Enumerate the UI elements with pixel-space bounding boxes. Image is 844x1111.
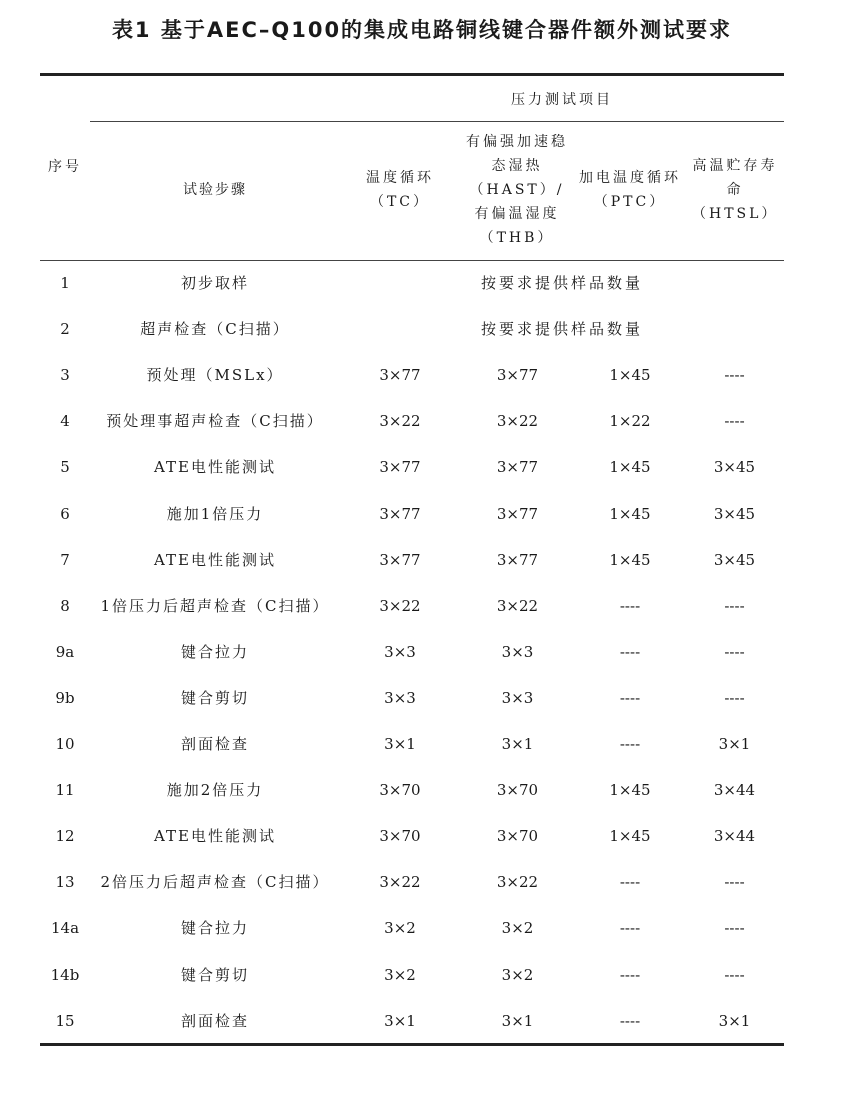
- cell-hast: 3×1: [501, 1012, 534, 1030]
- row-number: 11: [55, 781, 75, 799]
- row-step: ATE电性能测试: [154, 551, 276, 569]
- row-number: 3: [60, 366, 70, 384]
- row-step: 施加1倍压力: [166, 505, 264, 523]
- row-step: ATE电性能测试: [154, 827, 276, 845]
- cell-ptc: 1×45: [609, 366, 651, 384]
- header-group: 压力测试项目: [511, 92, 613, 108]
- row-step: 施加2倍压力: [166, 781, 264, 799]
- cell-ptc: 1×45: [609, 551, 651, 569]
- row-step: 剖面检查: [180, 735, 249, 753]
- row-number: 8: [60, 597, 70, 615]
- row-span-note: 按要求提供样品数量: [480, 274, 643, 292]
- cell-hast: 3×1: [501, 735, 534, 753]
- cell-ptc: 1×45: [609, 827, 651, 845]
- row-number: 7: [60, 551, 70, 569]
- row-number: 1: [60, 274, 70, 292]
- cell-tc: 3×1: [384, 1012, 416, 1030]
- row-step: 2倍压力后超声检查（C扫描）: [100, 873, 330, 891]
- row-step: 键合剪切: [180, 689, 249, 707]
- top-rule: [40, 73, 784, 76]
- cell-hast: 3×2: [501, 966, 534, 984]
- cell-ptc: ----: [619, 597, 641, 615]
- cell-htsl: ----: [724, 966, 745, 984]
- cell-tc: 3×2: [384, 966, 416, 984]
- bottom-rule: [40, 1043, 784, 1046]
- cell-ptc: ----: [619, 966, 641, 984]
- table-title: 表1 基于AEC–Q100的集成电路铜线键合器件额外测试要求: [111, 18, 733, 42]
- cell-tc: 3×3: [384, 643, 416, 661]
- group-rule: [90, 121, 784, 122]
- header-no: 序号: [48, 159, 82, 175]
- cell-tc: 3×2: [384, 919, 416, 937]
- cell-ptc: ----: [619, 919, 641, 937]
- cell-htsl: 3×45: [713, 551, 756, 569]
- cell-htsl: 3×44: [713, 827, 756, 845]
- cell-hast: 3×3: [501, 643, 534, 661]
- cell-tc: 3×22: [379, 597, 421, 615]
- header-rule: [40, 260, 784, 261]
- cell-ptc: ----: [619, 689, 641, 707]
- cell-hast: 3×70: [496, 827, 539, 845]
- cell-tc: 3×77: [379, 551, 421, 569]
- cell-ptc: 1×45: [609, 505, 651, 523]
- cell-tc: 3×77: [379, 458, 421, 476]
- header-htsl: 高温贮存寿命（HTSL）: [692, 158, 779, 222]
- row-number: 2: [60, 320, 70, 338]
- row-step: ATE电性能测试: [154, 458, 276, 476]
- cell-htsl: 3×45: [713, 458, 756, 476]
- cell-htsl: 3×45: [713, 505, 756, 523]
- row-step: 初步取样: [180, 274, 249, 292]
- cell-htsl: ----: [724, 643, 745, 661]
- row-number: 13: [55, 873, 75, 891]
- row-step: 预处理（MSLx）: [146, 366, 284, 384]
- cell-tc: 3×70: [379, 827, 421, 845]
- cell-hast: 3×22: [496, 412, 539, 430]
- row-number: 15: [55, 1012, 75, 1030]
- row-step: 键合拉力: [180, 643, 249, 661]
- cell-ptc: ----: [619, 873, 641, 891]
- cell-htsl: ----: [724, 689, 745, 707]
- row-number: 14b: [50, 966, 80, 984]
- cell-hast: 3×3: [501, 689, 534, 707]
- row-number: 4: [60, 412, 70, 430]
- cell-htsl: ----: [724, 919, 745, 937]
- cell-tc: 3×3: [384, 689, 416, 707]
- cell-htsl: 3×1: [718, 1012, 751, 1030]
- row-step: 剖面检查: [180, 1012, 249, 1030]
- cell-htsl: ----: [724, 597, 745, 615]
- cell-tc: 3×22: [379, 412, 421, 430]
- cell-htsl: 3×44: [713, 781, 756, 799]
- row-step: 超声检查（C扫描）: [140, 320, 290, 338]
- row-number: 14a: [50, 919, 80, 937]
- cell-hast: 3×77: [496, 505, 539, 523]
- header-tc: 温度循环（TC）: [366, 170, 434, 210]
- row-number: 6: [60, 505, 70, 523]
- cell-ptc: 1×45: [609, 781, 651, 799]
- header-ptc: 加电温度循环（PTC）: [579, 170, 681, 210]
- row-number: 9b: [55, 689, 75, 707]
- cell-hast: 3×22: [496, 597, 539, 615]
- cell-ptc: 1×22: [609, 412, 651, 430]
- header-step: 试验步骤: [183, 182, 247, 198]
- cell-tc: 3×70: [379, 781, 421, 799]
- row-step: 预处理事超声检查（C扫描）: [106, 412, 324, 430]
- cell-ptc: 1×45: [609, 458, 651, 476]
- cell-hast: 3×70: [496, 781, 539, 799]
- cell-hast: 3×2: [501, 919, 534, 937]
- cell-htsl: ----: [724, 366, 745, 384]
- cell-tc: 3×22: [379, 873, 421, 891]
- cell-ptc: ----: [619, 643, 641, 661]
- cell-tc: 3×1: [384, 735, 416, 753]
- cell-hast: 3×77: [496, 366, 539, 384]
- row-step: 键合拉力: [180, 919, 249, 937]
- cell-htsl: ----: [724, 873, 745, 891]
- row-number: 5: [60, 458, 70, 476]
- cell-tc: 3×77: [379, 505, 421, 523]
- cell-tc: 3×77: [379, 366, 421, 384]
- cell-ptc: ----: [619, 735, 641, 753]
- cell-htsl: 3×1: [718, 735, 751, 753]
- row-span-note: 按要求提供样品数量: [480, 320, 643, 338]
- row-number: 9a: [55, 643, 75, 661]
- cell-htsl: ----: [724, 412, 745, 430]
- cell-hast: 3×22: [496, 873, 539, 891]
- row-step: 键合剪切: [180, 966, 249, 984]
- cell-hast: 3×77: [496, 551, 539, 569]
- cell-hast: 3×77: [496, 458, 539, 476]
- header-hast: 有偏强加速稳态湿热（HAST）/有偏温湿度（THB）: [466, 134, 568, 246]
- cell-ptc: ----: [619, 1012, 641, 1030]
- row-number: 10: [55, 735, 75, 753]
- row-number: 12: [55, 827, 75, 845]
- row-step: 1倍压力后超声检查（C扫描）: [100, 597, 330, 615]
